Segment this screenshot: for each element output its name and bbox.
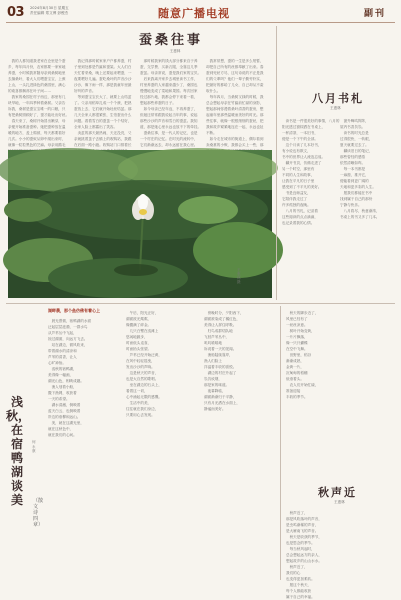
header-rule xyxy=(6,22,395,23)
bottom-left-article-title: 浅秋，在宿鸭湖谈美 xyxy=(6,395,31,507)
bottom-column-divider xyxy=(280,306,281,580)
photo-caption: 王惠林 摄 xyxy=(237,268,241,284)
bottom-left-article-subtitle: （散文诗四章） xyxy=(33,498,44,528)
bottom-right-article-title: 秋声近 xyxy=(318,486,357,499)
sidebar-article-title: 八月书札 xyxy=(312,92,364,105)
sidebar-col-1: 读书是一件很美好的事情，八月的 阳光透过窗棂洒在书桌上， 一杯清茶，一本旧书， 便是一个下午的全部。 这个月读了几本好书， 有小说也有散文， 书中的世界让人流连忘返。 翻开书页，仿佛走进了 另一个时空，那里有 不同的人生和故事， 让我在平凡的日子里 感受到了不平凡的美好。 书是良师益友， 它陪伴我走过了 许多孤独的夜晚。 八月的书札，记录着 这些阅读的点点滴滴， 也记录着我的心情。 xyxy=(282,119,340,225)
bottom-right-col-1: 秋天的脚步近了， 风里已经有了 一丝丝凉意。 树叶开始变黄， 一片片飘落， 像一只只蝴蝶 在空中飞舞。 田野里，稻谷 渐渐成熟， 金黄一片， 沉甸甸的稻穗 低垂着头。 农人们开始忙碌， 准备迎接 丰收的季节。 xyxy=(286,311,319,399)
bottom-left-col-3: 傍晚时分，夕阳西下， 湖面被染成了橘红色， 美得让人屏住呼吸。 归鸟成群结队地 飞回芦苇丛中， 叽叽喳喳地 诉说着一天的见闻。 渔船陆续靠岸， 渔人们脸上 洋溢着丰收的喜悦。 湖边的村庄升起了 袅袅炊烟， 那是家的味道。 夜幕降临， 湖面渐渐归于平静， 只有月光洒在水面上， 静谧而美好。 xyxy=(204,311,244,411)
lotus-pond-photo xyxy=(8,150,272,298)
section-divider xyxy=(6,303,395,304)
bottom-left-article-byline: 何永康 xyxy=(32,440,36,454)
page-number: 03 xyxy=(7,5,25,20)
main-article-col-1: 我的人都知道我老家在仓里是个蚕 乡，每年四月份，农家都要一家家地 养蚕，小时候我常随母亲到桑树地里 去摘桑叶，看大人们喂蚕宝宝，上蔟 上山，一头扎进绿色的桑园里，满心 的欢喜都飘荡在叶子间…… 我家的桑园在村子西边，那里有几 块旱地，一年四季种着桑树。父亲告 诉我，桑树是蚕宝宝唯一的口粮，只 有把桑树照顾好了，蚕才能吐出好丝。 春天来了，桑树开始冒出嫩芽，母 亲便开始准备蚕种。她把蚕种放在温 暖的地方，盖上棉被，每天都要看好 几次。小小的蚕蚁从卵中爬出来时， 就像一粒粒黑色的芝麻。母亲用鹅毛 xyxy=(8,59,70,147)
page-header xyxy=(0,0,401,24)
bottom-right-col-2: 秋声近了， 那是风吹落叶的声音， 是虫鸣渐稀的声音， 是大雁南飞的声音。 秋天是收获的季节， 也是思念的季节。 每当秋风起时， 总会想起远方的亲人， 想起故乡的山山水水。 秋声近了， 我们的心 也变得更加柔软。 愿这个秋天， 每个人都能收获 属于自己的幸福。 xyxy=(286,511,322,599)
issue-meta: 2024年8月30日 星期五 责任编辑 郑文博 彭俊杰 xyxy=(30,6,69,15)
sidebar-col-2: 窗外蝉鸣阵阵， 屋内书香袅袅。 读书的时光总是 过得很快，一转眼， 夏天就要过去了。 翻读旧日的笔记， 那些曾经的感悟 依然清晰如昨。 每一本书都是 一扇窗，推开它， 便能看到更广阔的 天地和更多彩的人生。 愿我们都能在书中 找到属于自己的那份 宁静与快乐。 八月将尽，秋意渐浓， 书桌上的书又多了几本。 xyxy=(340,119,380,219)
section-name: 副刊 xyxy=(364,9,387,19)
main-article-byline: 王惠林 xyxy=(169,49,181,53)
sidebar-article-byline: 王惠林 xyxy=(330,106,341,110)
bottom-left-col-2: 午后，阳光正好， 湖面波光粼粼， 像撒满了碎金。 几只白鹭在浅滩上 悠闲地踱步， 时而低头觅食， 时而抬头张望。 芦苇已经开始泛黄， 在风中轻轻摇曳， 发出沙沙的声响。 这是秋天的声音， 也是大自然的歌唱。 坐在湖边的石头上， 看着这一切， 心中涌起无限的感慨。 生活中的美， 往往就在我们身边， 只要用心去发现。 xyxy=(126,311,162,417)
main-article-title: 蚕桑往事 xyxy=(138,33,203,48)
bottom-left-col-1: 晨光熹微，宿鸭湖的水面 泛起层层涟漪，一群水鸟 从芦苇丛中飞起， 掠过湖面，向远方飞去。 站在湖边，微风吹来， 带着湖水的清凉和 芦苇的清香，让人 心旷神怡。 浅秋的宿鸭湖， 美得像一幅画， 湖光山色，相映成趣。 渔人划着小船， 撒下渔网，收获着 一天的希望。 湖水清澈，倒映着 蓝天白云，也倒映着 岸边的垂柳和远山。 美，就在这湖光里， 就在这秋色中， 就在我们的心间。 xyxy=(48,319,92,437)
main-article-col-4: 我常常想，蚕的一生是多么短暂， 却把自己所有的丝都奉献了出来。春 蚕到死丝方尽，这句诗说的不正是我 们的父辈吗？他们一辈子勤劳朴实， 把最好的都给了儿女，自己却从不索 取什么。 每年四月，当桑树又绿的时候，我 总会想起母亲在竹匾前忙碌的身影， 想起那间弥漫着桑叶清香的蚕房，想 起童年里那些温暖而美好的时光。那 些往事，就像一根根细细的蚕丝，把 我和故乡紧紧地连在一起，永远也扯 不断。 如今走在城市的街道上，偶尔看到 卖桑葚的小贩，我都会买上一些，那 xyxy=(206,59,264,147)
column-divider xyxy=(276,26,277,300)
main-article-col-3: 那时候我家的钱大部分都来自于养 蚕，交学费、买新衣服，全靠这几季 蚕茧。母亲常说，蚕是我们家的宝贝。 后来我离开家乡去城里读书工作， 村里养蚕的人家越来越少了，桑园也 慢慢地变成了菜地和果园。每次回家 经过那片地，我都会停下来看一看， 想起那些养蚕的日子。 如今母亲已经年迈，不再养蚕了， 但她还常常跟我说起当年的事，说起 那些沙沙的声音和雪白的蚕茧。我知 道，那是她心里永远也放不下的牵挂。 蚕桑往事，是一代人的记忆，也是 一个村庄的记忆。在时光的流转中， 它们渐渐远去，却永远留在我心里。 xyxy=(140,59,202,147)
main-article-col-2: 我记得那时候家家户户都养蚕，村 子里到处都是竹匾和蚕架。大人们白 天忙着采桑，晚上还要起来喂蚕，一 夜要喂好几遍。蚕吃桑叶的声音沙沙 沙沙，像下雨一样，那是我童年里最 好听的声音。 等到蚕宝宝长大了，就要上山结茧 了。父亲用稻草扎成一个个蔟，把熟 蚕放上去，它们就开始吐丝结茧。那 几天全家人都很紧张，生怕蚕出什么 问题。看着雪白的蚕茧一个个结好， 全家人脸上都露出了笑容。 卖茧的那天最热闹，天还没亮，父 亲就挑着茧子去镇上的收购站，我跟 在后面一路小跑。收购站门口排着长 xyxy=(74,59,132,147)
lotus-pond-illustration xyxy=(8,150,272,298)
bottom-left-article-heading: 湖畔晨，那个鱼仿佛有着心上 xyxy=(48,308,100,313)
newspaper-masthead: 随意广播电视 xyxy=(158,7,230,20)
bottom-right-article-byline: 王惠林 xyxy=(334,500,345,504)
